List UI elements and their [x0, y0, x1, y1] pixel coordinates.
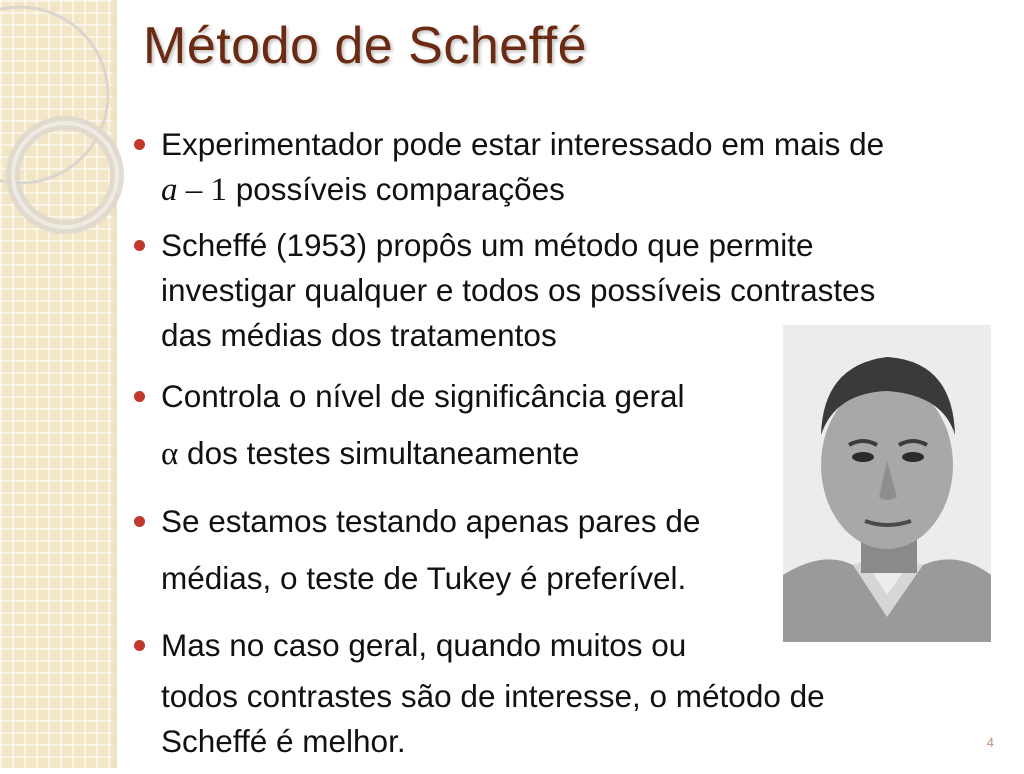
bullet-text: Se estamos testando apenas pares de [161, 503, 701, 539]
portrait-left-eye [852, 452, 874, 462]
bullet-text: Mas no caso geral, quando muitos ou [161, 627, 687, 663]
math-operator: – 1 [177, 172, 227, 208]
bullet-text: das médias dos tratamentos [161, 317, 557, 353]
slide-number: 4 [986, 735, 994, 750]
portrait-right-eye [902, 452, 924, 462]
math-variable: a [161, 172, 178, 208]
bullet-item [130, 122, 1010, 213]
bullet-text: possíveis comparações [227, 171, 565, 207]
bullet-text: médias, o teste de Tukey é preferível. [161, 560, 687, 596]
bullet-dot-icon [134, 240, 145, 251]
bullet-dot-icon [134, 139, 145, 150]
portrait-photo [783, 325, 991, 642]
bullet-text: Experimentador pode estar interessado em mais de [161, 126, 885, 162]
bullet-text: todos contrastes são de interesse, o método de [161, 678, 825, 714]
decorative-ring-inner [13, 123, 117, 227]
alpha-symbol: α [161, 436, 179, 472]
bullet-text: investigar qualquer e todos os possíveis contrastes [161, 272, 876, 308]
bullet-dot-icon [134, 640, 145, 651]
bullet-text: dos testes simultaneamente [178, 435, 580, 471]
bullet-text: Scheffé é melhor. [161, 723, 406, 759]
bullet-text: Scheffé (1953) propôs um método que permite [161, 227, 814, 263]
bullet-text: Controla o nível de significância geral [161, 378, 685, 414]
slide-title: Método de Scheffé [143, 17, 588, 75]
bullet-dot-icon [134, 391, 145, 402]
bullet-dot-icon [134, 516, 145, 527]
